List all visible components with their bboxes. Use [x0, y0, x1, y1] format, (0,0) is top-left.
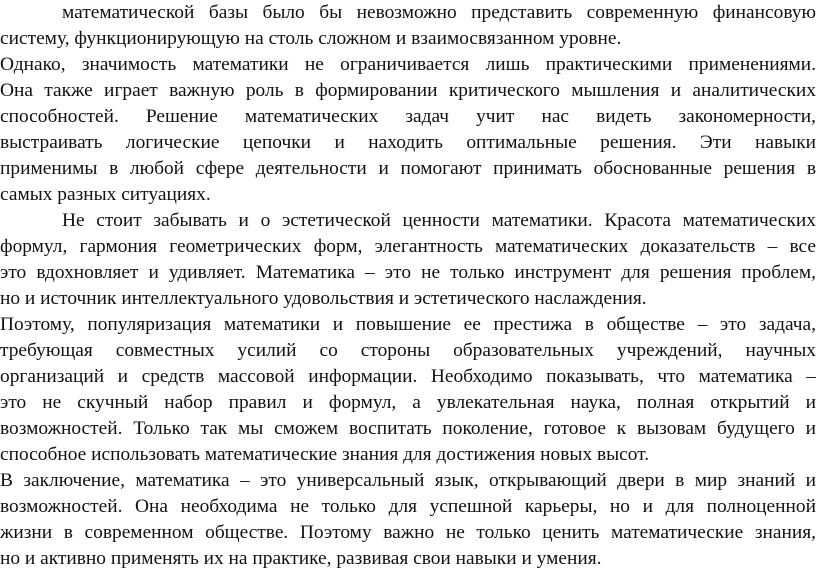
text-line: способностей. Решение математических задач учит нас видеть закономерности,: [0, 106, 816, 127]
text-line: В заключение, математика – это универсальный язык, открывающий двери в мир знаний и: [0, 470, 816, 491]
text-line: Она также играет важную роль в формировании критического мышления и аналитических: [0, 80, 816, 101]
text-line: Не стоит забывать и о эстетической ценности математики. Красота математических: [62, 210, 816, 231]
text-line: самых разных ситуациях.: [0, 184, 211, 205]
text-line: требующая совместных усилий со стороны образовательных учреждений, научных: [0, 340, 816, 361]
text-line: возможностей. Только так мы сможем воспитать поколение, готовое к вызовам будущего и: [0, 418, 816, 439]
text-line: это не скучный набор правил и формул, а увлекательная наука, полная открытий и: [0, 392, 816, 413]
text-line: применимы в любой сфере деятельности и помогают принимать обоснованные решения в: [0, 158, 816, 179]
text-line: организаций и средств массовой информации. Необходимо показывать, что математика –: [0, 366, 816, 387]
text-line: Поэтому, популяризация математики и повышение ее престижа в обществе – это задача,: [0, 314, 816, 335]
text-line: выстраивать логические цепочки и находить оптимальные решения. Эти навыки: [0, 132, 816, 153]
text-line: способное использовать математические знания для достижения новых высот.: [0, 444, 650, 465]
text-line: но и источник интеллектуального удовольствия и эстетического наслаждения.: [0, 288, 647, 309]
text-line: но и активно применять их на практике, развивая свои навыки и умения.: [0, 548, 602, 569]
text-line: жизни в современном обществе. Поэтому важно не только ценить математические знания,: [0, 522, 816, 543]
text-line: систему, функционирующую на столь сложном и взаимосвязанном уровне.: [0, 28, 622, 49]
text-line: формул, гармония геометрических форм, элегантность математических доказательств – все: [0, 236, 816, 257]
text-line: математической базы было бы невозможно представить современную финансовую: [62, 2, 816, 23]
text-line: это вдохновляет и удивляет. Математика – это не только инструмент для решения проблем,: [0, 262, 816, 283]
text-line: Однако, значимость математики не ограничивается лишь практическими применениями.: [0, 54, 816, 75]
text-line: возможностей. Она необходима не только для успешной карьеры, но и для полноценной: [0, 496, 816, 517]
